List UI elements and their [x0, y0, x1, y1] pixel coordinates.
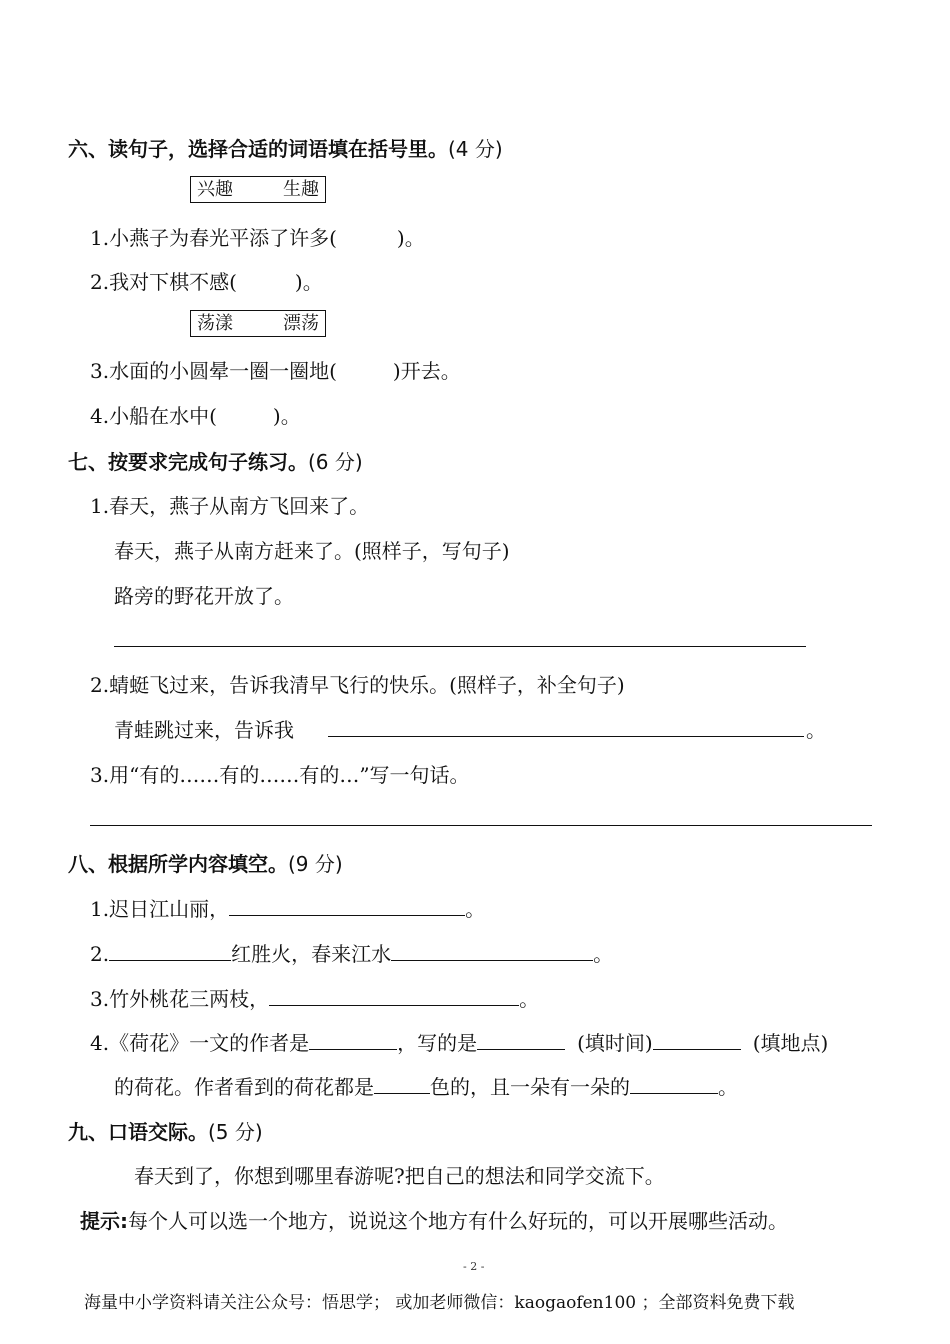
section-6-title: 六、读句子，选择合适的词语填在括号里。	[68, 137, 448, 161]
answer-blank[interactable]	[653, 1031, 741, 1050]
s6-question-2: 2.我对下棋不感( )。	[90, 270, 323, 294]
section-9-title: 九、口语交际。	[68, 1120, 208, 1144]
s8-question-3: 3.竹外桃花三两枝， 。	[90, 987, 540, 1011]
section-9-heading	[68, 1116, 263, 1145]
answer-blank[interactable]	[374, 1075, 430, 1094]
s7-question-1-example: 春天，燕子从南方赶来了。(照样子，写句子)	[114, 539, 510, 563]
s7-question-1-prompt: 路旁的野花开放了。	[114, 584, 294, 608]
answer-blank[interactable]	[229, 897, 465, 916]
section-8-score: (9 分)	[288, 852, 343, 876]
footer-text: 海量中小学资料请关注公众号：悟思学； 或加老师微信：kaogaofen100 ；全部资料免费下载	[84, 1293, 795, 1313]
word-option: 荡漾	[197, 313, 233, 334]
s8-question-4-line2: 的荷花。作者看到的荷花都是 色的，且一朵有一朵的 。	[114, 1075, 738, 1099]
answer-blank[interactable]	[391, 942, 593, 961]
s7-q1-answer-line[interactable]	[114, 646, 806, 647]
s7-question-2-line2: 青蛙跳过来，告诉我	[114, 718, 294, 742]
s7-question-3: 3.用“有的……有的……有的…”写一句话。	[90, 763, 470, 787]
section-9-score: (5 分)	[208, 1120, 263, 1144]
s7-question-1-line1: 1.春天，燕子从南方飞回来了。	[90, 494, 370, 518]
answer-blank[interactable]	[309, 1031, 397, 1050]
word-option: 漂荡	[283, 313, 319, 334]
section-8-heading	[68, 848, 343, 877]
s7-q2-answer-line[interactable]	[328, 736, 804, 737]
page-number: - 2 -	[463, 1260, 485, 1273]
section-6-heading	[68, 133, 503, 162]
s8-question-2: 2. 红胜火，春来江水 。	[90, 942, 614, 966]
answer-blank[interactable]	[109, 942, 231, 961]
section-7-score: (6 分)	[308, 450, 363, 474]
word-box-2	[190, 310, 326, 337]
hint-label: 提示:	[80, 1209, 128, 1233]
section-8-title: 八、根据所学内容填空。	[68, 852, 288, 876]
s7-question-2-line1: 2.蜻蜓飞过来，告诉我清早飞行的快乐。(照样子，补全句子)	[90, 673, 625, 697]
s7-q3-answer-line[interactable]	[90, 825, 872, 826]
s8-question-4-line1: 4.《荷花》一文的作者是 ，写的是 (填时间) (填地点)	[90, 1031, 829, 1055]
s9-paragraph: 春天到了，你想到哪里春游呢?把自己的想法和同学交流下。	[134, 1164, 665, 1188]
section-7-title: 七、按要求完成句子练习。	[68, 450, 308, 474]
s6-question-4: 4.小船在水中( )。	[90, 404, 301, 428]
word-box-1	[190, 176, 326, 203]
s6-question-3: 3.水面的小圆晕一圈一圈地( )开去。	[90, 359, 461, 383]
answer-blank[interactable]	[630, 1075, 718, 1094]
s9-hint	[80, 1205, 788, 1234]
s6-question-1: 1.小燕子为春光平添了许多( )。	[90, 226, 425, 250]
answer-blank[interactable]	[477, 1031, 565, 1050]
s8-question-1: 1.迟日江山丽， 。	[90, 897, 486, 921]
section-6-score: (4 分)	[448, 137, 503, 161]
word-option: 生趣	[283, 179, 319, 200]
section-7-heading	[68, 446, 363, 475]
answer-blank[interactable]	[269, 987, 519, 1006]
word-option: 兴趣	[197, 179, 233, 200]
hint-text: 每个人可以选一个地方，说说这个地方有什么好玩的，可以开展哪些活动。	[128, 1209, 788, 1233]
